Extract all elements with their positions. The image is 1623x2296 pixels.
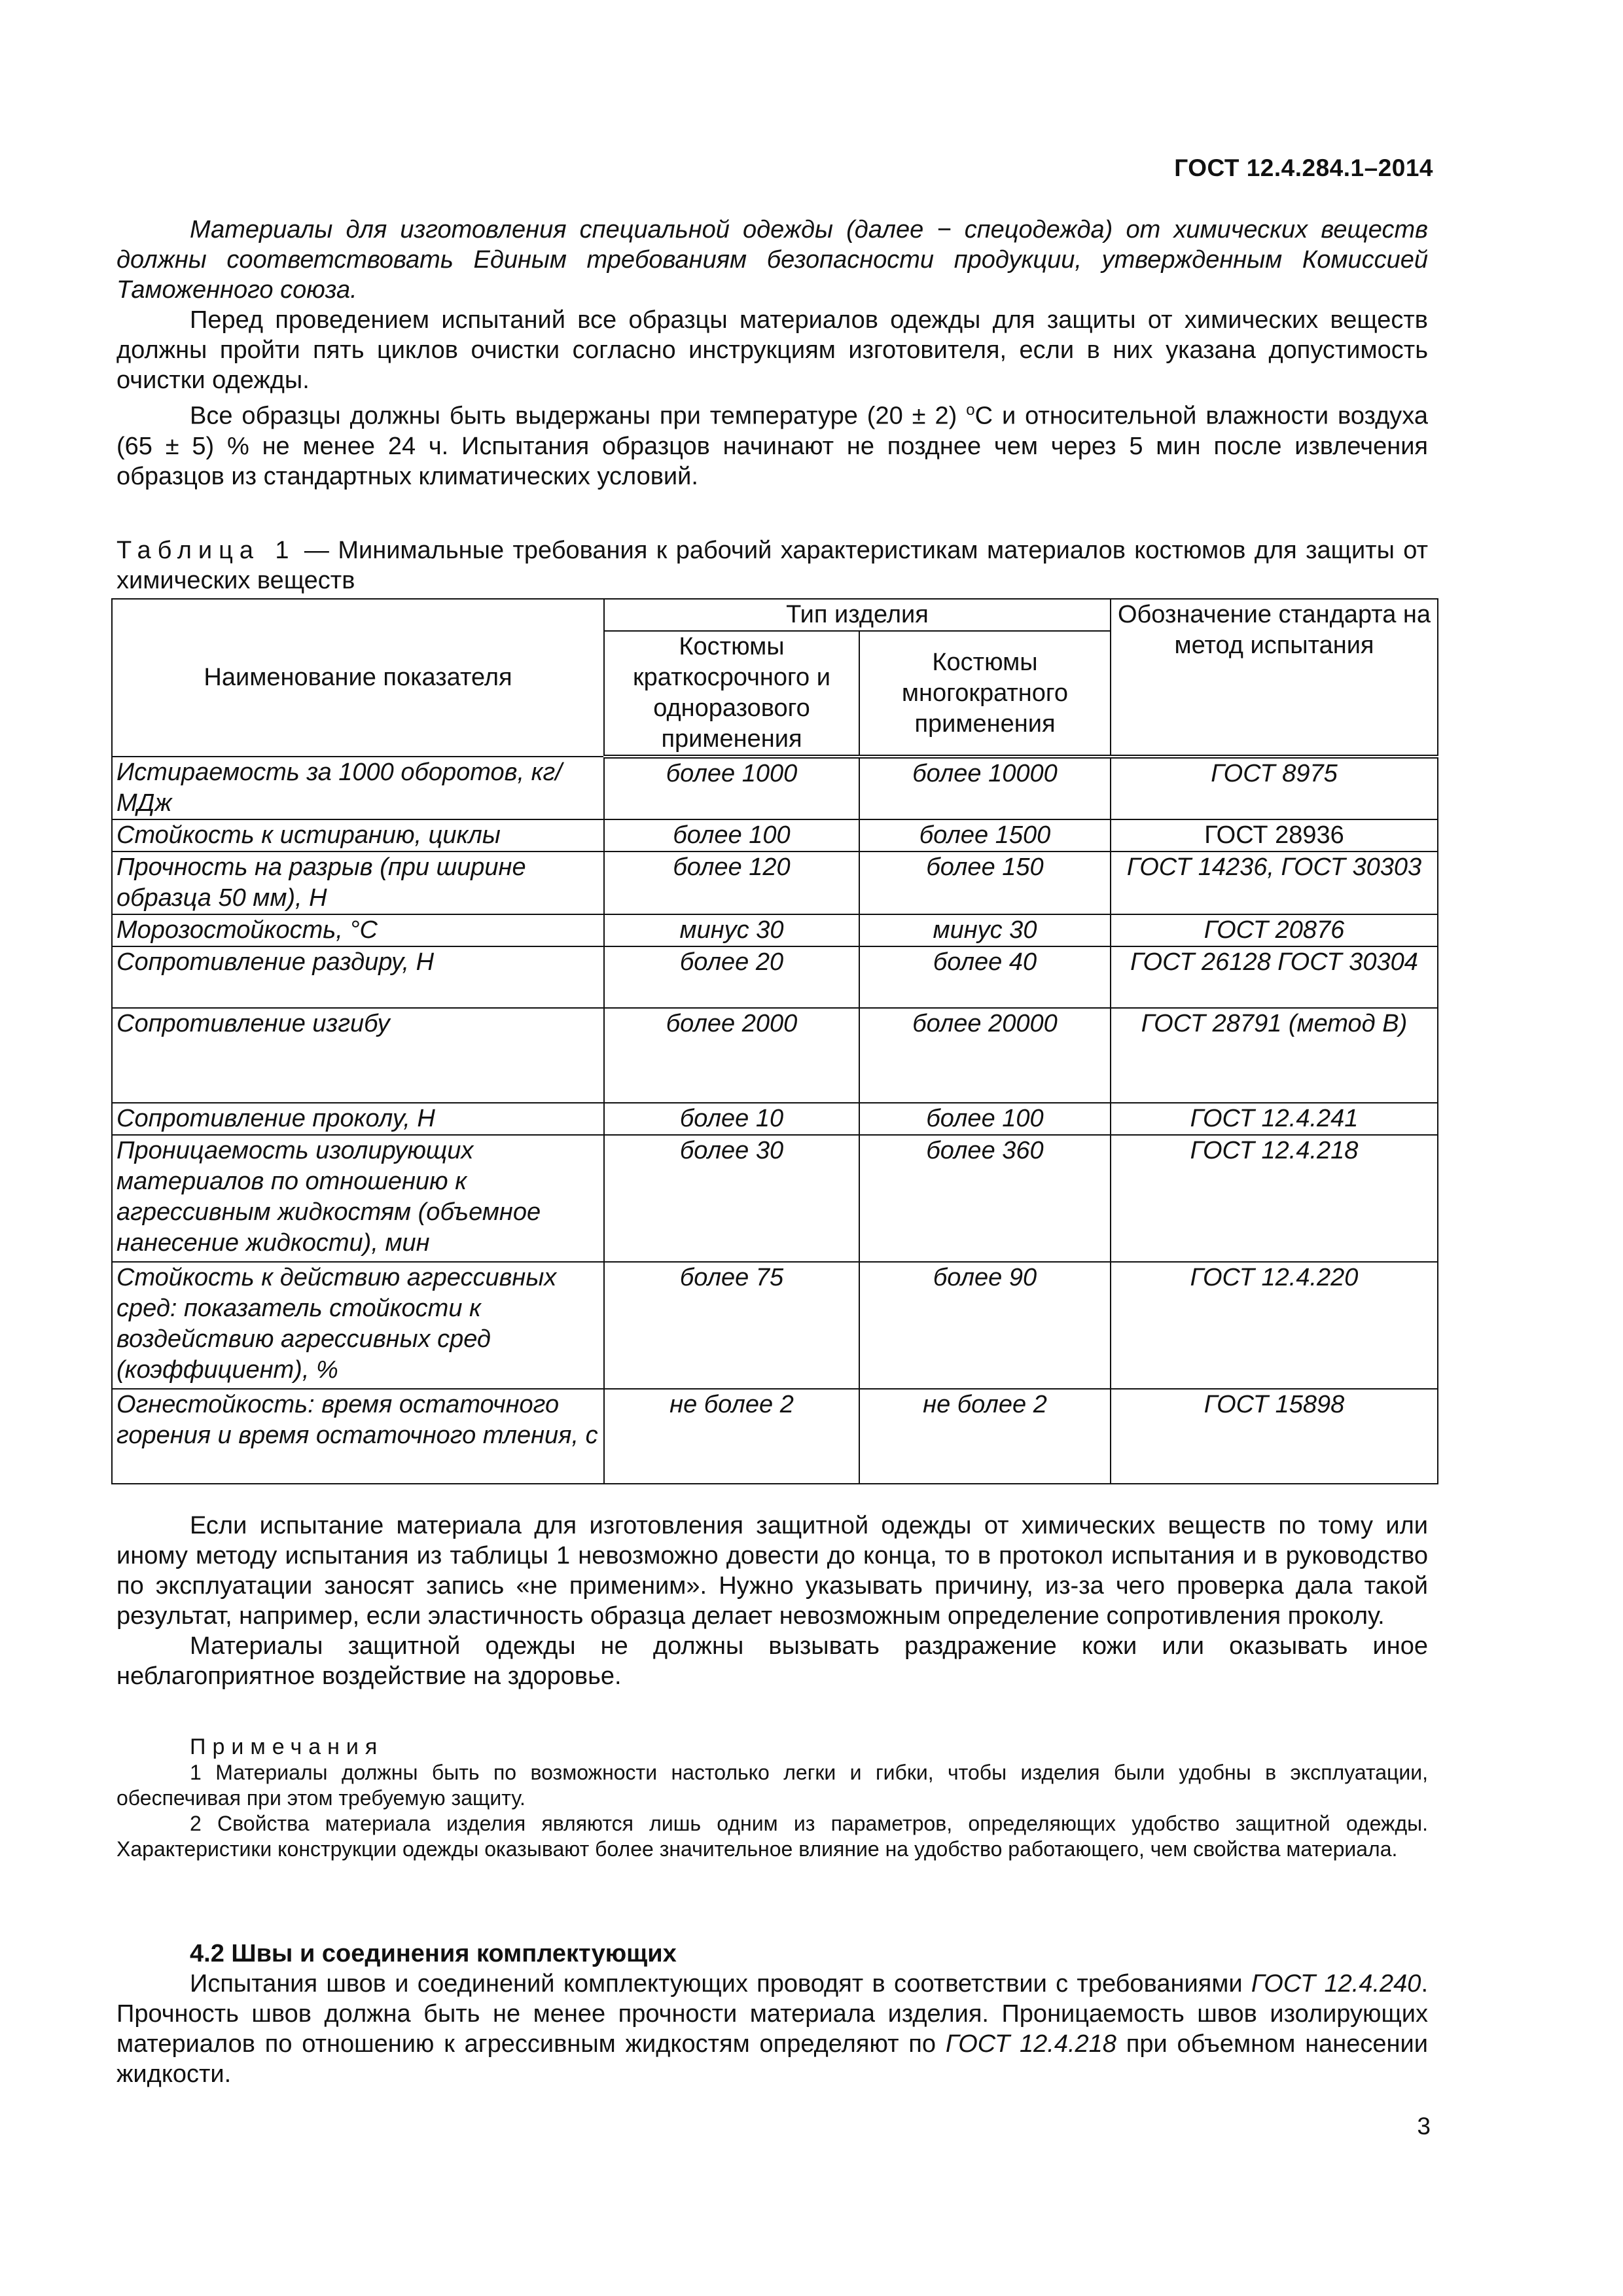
- table-row: [112, 946, 1438, 1008]
- table-row: [112, 1008, 1438, 1103]
- table-row: [112, 1135, 1438, 1262]
- intro-paragraph-1: Материалы для изготовления специальной одежды (далее − спецодежда) от химических веществ должны соответствовать Единым требованиям безопасности продукции, утвержденным Комиссией Таможенного союза.: [116, 216, 1428, 304]
- cell-name: Истираемость за 1000 оборотов, кг/МДж: [112, 757, 604, 819]
- notes-title: Примечания: [190, 1734, 384, 1759]
- after-paragraph-1: Если испытание материала для изготовления защитной одежды от химических веществ по тому или иному методу испытания из таблицы 1 невозможно довести до конца, то в протокол испытания и в руководство по эксплуатации заносят запись «не применим». Нужно указывать причину, из-за чего проверка дала такой результат, например, если эластичность образца делает невозможным определение сопротивления проколу.: [116, 1512, 1428, 1630]
- ref-gost-12-4-218: ГОСТ 12.4.218: [945, 2030, 1116, 2058]
- cell-short: более 1000: [604, 757, 859, 819]
- table-caption-label: Таблица 1: [116, 537, 296, 564]
- ref-gost-12-4-240: ГОСТ 12.4.240: [1251, 1970, 1421, 1998]
- intro-paragraph-3: Все образцы должны быть выдержаны при температуре (20 ± 2) $^o$C и относительной влажности воздуха (65 ± 5) % не менее 24 ч. Испытания образцов начинают не позднее чем через 5 мин после извлечения образцов из стандартных климатических условий.: [116, 401, 1428, 490]
- table-row: [112, 914, 1438, 946]
- cell-multi: более 20000: [859, 1008, 1111, 1103]
- cell-short: более 10: [604, 1103, 859, 1135]
- section-title: 4.2 Швы и соединения комплектующих: [190, 1940, 677, 1967]
- cell-std: ГОСТ 28936: [1111, 819, 1438, 852]
- header-name: Наименование показателя: [112, 599, 604, 757]
- notes-block: [116, 1734, 1428, 1862]
- cell-short: более 120: [604, 852, 859, 914]
- cell-name: Прочность на разрыв (при ширине образца 50 мм), Н: [112, 852, 604, 914]
- cell-multi: более 40: [859, 946, 1111, 1008]
- intro-block: [116, 215, 1428, 492]
- header-short: Костюмы краткосрочного и одноразового применения: [604, 631, 859, 757]
- cell-std: ГОСТ 26128 ГОСТ 30304: [1111, 946, 1438, 1008]
- note-2: 2 Свойства материала изделия являются лишь одним из параметров, определяющих удобство защитной одежды. Характеристики конструкции одежды оказывают более значительное влияние на удобство работающего, чем свойства материала.: [116, 1812, 1428, 1861]
- cell-short: минус 30: [604, 914, 859, 946]
- cell-multi: более 10000: [859, 757, 1111, 819]
- cell-multi: более 360: [859, 1135, 1111, 1262]
- section-4-2: [116, 1939, 1428, 2089]
- cell-std: ГОСТ 8975: [1111, 757, 1438, 819]
- cell-name: Стойкость к действию агрессивных сред: показатель стойкости к воздействию агрессивных сред (коэффициент), %: [112, 1262, 604, 1389]
- header-standard: Обозначение стандарта на метод испытания: [1111, 599, 1438, 757]
- section-paragraph: Испытания швов и соединений комплектующих проводят в соответствии с требованиями ГОСТ 12.4.240. Прочность швов должна быть не менее прочности материала изделия. Проницаемость швов изолирующих материалов по отношению к агрессивным жидкостям определяют по ГОСТ 12.4.218 при объемном нанесении жидкости.: [116, 1970, 1428, 2088]
- table-row: [112, 819, 1438, 852]
- header-multi: Костюмы многократного применения: [859, 631, 1111, 757]
- document-id: ГОСТ 12.4.284.1–2014: [1174, 154, 1433, 181]
- cell-name: Сопротивление изгибу: [112, 1008, 604, 1103]
- cell-short: более 20: [604, 946, 859, 1008]
- table-row: [112, 757, 1438, 819]
- cell-multi: минус 30: [859, 914, 1111, 946]
- cell-std: ГОСТ 12.4.241: [1111, 1103, 1438, 1135]
- cell-short: более 2000: [604, 1008, 859, 1103]
- cell-std: ГОСТ 14236, ГОСТ 30303: [1111, 852, 1438, 914]
- table-caption: [116, 535, 1428, 596]
- after-paragraph-2: Материалы защитной одежды не должны вызывать раздражение кожи или оказывать иное неблагоприятное воздействие на здоровье.: [116, 1632, 1428, 1690]
- note-1: 1 Материалы должны быть по возможности настолько легки и гибки, чтобы изделия были удобны в эксплуатации, обеспечивая при этом требуемую защиту.: [116, 1761, 1428, 1810]
- table-row: [112, 1103, 1438, 1135]
- requirements-table: [111, 598, 1438, 1484]
- cell-multi: не более 2: [859, 1389, 1111, 1484]
- cell-name: Сопротивление раздиру, Н: [112, 946, 604, 1008]
- intro-paragraph-2: Перед проведением испытаний все образцы материалов одежды для защиты от химических веществ должны пройти пять циклов очистки согласно инструкциям изготовителя, если в них указана допустимость очистки одежды.: [116, 306, 1428, 394]
- table-row: [112, 1262, 1438, 1389]
- after-table-block: [116, 1511, 1428, 1691]
- cell-short: более 75: [604, 1262, 859, 1389]
- cell-multi: более 150: [859, 852, 1111, 914]
- cell-short: более 30: [604, 1135, 859, 1262]
- table-caption-text: — Минимальные требования к рабочий характеристикам материалов костюмов для защиты от химических веществ: [116, 537, 1428, 594]
- cell-std: ГОСТ 12.4.220: [1111, 1262, 1438, 1389]
- cell-name: Морозостойкость, °С: [112, 914, 604, 946]
- cell-multi: более 1500: [859, 819, 1111, 852]
- header-type: Тип изделия: [604, 599, 1111, 631]
- table-row: [112, 1389, 1438, 1484]
- page-number: 3: [1417, 2113, 1431, 2140]
- cell-std: ГОСТ 15898: [1111, 1389, 1438, 1484]
- cell-multi: более 100: [859, 1103, 1111, 1135]
- cell-short: более 100: [604, 819, 859, 852]
- cell-std: ГОСТ 20876: [1111, 914, 1438, 946]
- cell-name: Проницаемость изолирующих материалов по отношению к агрессивным жидкостям (объемное нанесение жидкости), мин: [112, 1135, 604, 1262]
- cell-std: ГОСТ 28791 (метод В): [1111, 1008, 1438, 1103]
- cell-name: Стойкость к истиранию, циклы: [112, 819, 604, 852]
- cell-short: не более 2: [604, 1389, 859, 1484]
- cell-std: ГОСТ 12.4.218: [1111, 1135, 1438, 1262]
- cell-multi: более 90: [859, 1262, 1111, 1389]
- table-header-row-1: [112, 599, 1438, 631]
- table-row: [112, 852, 1438, 914]
- cell-name: Огнестойкость: время остаточного горения и время остаточного тления, с: [112, 1389, 604, 1484]
- cell-name: Сопротивление проколу, Н: [112, 1103, 604, 1135]
- table-body: [112, 757, 1438, 1484]
